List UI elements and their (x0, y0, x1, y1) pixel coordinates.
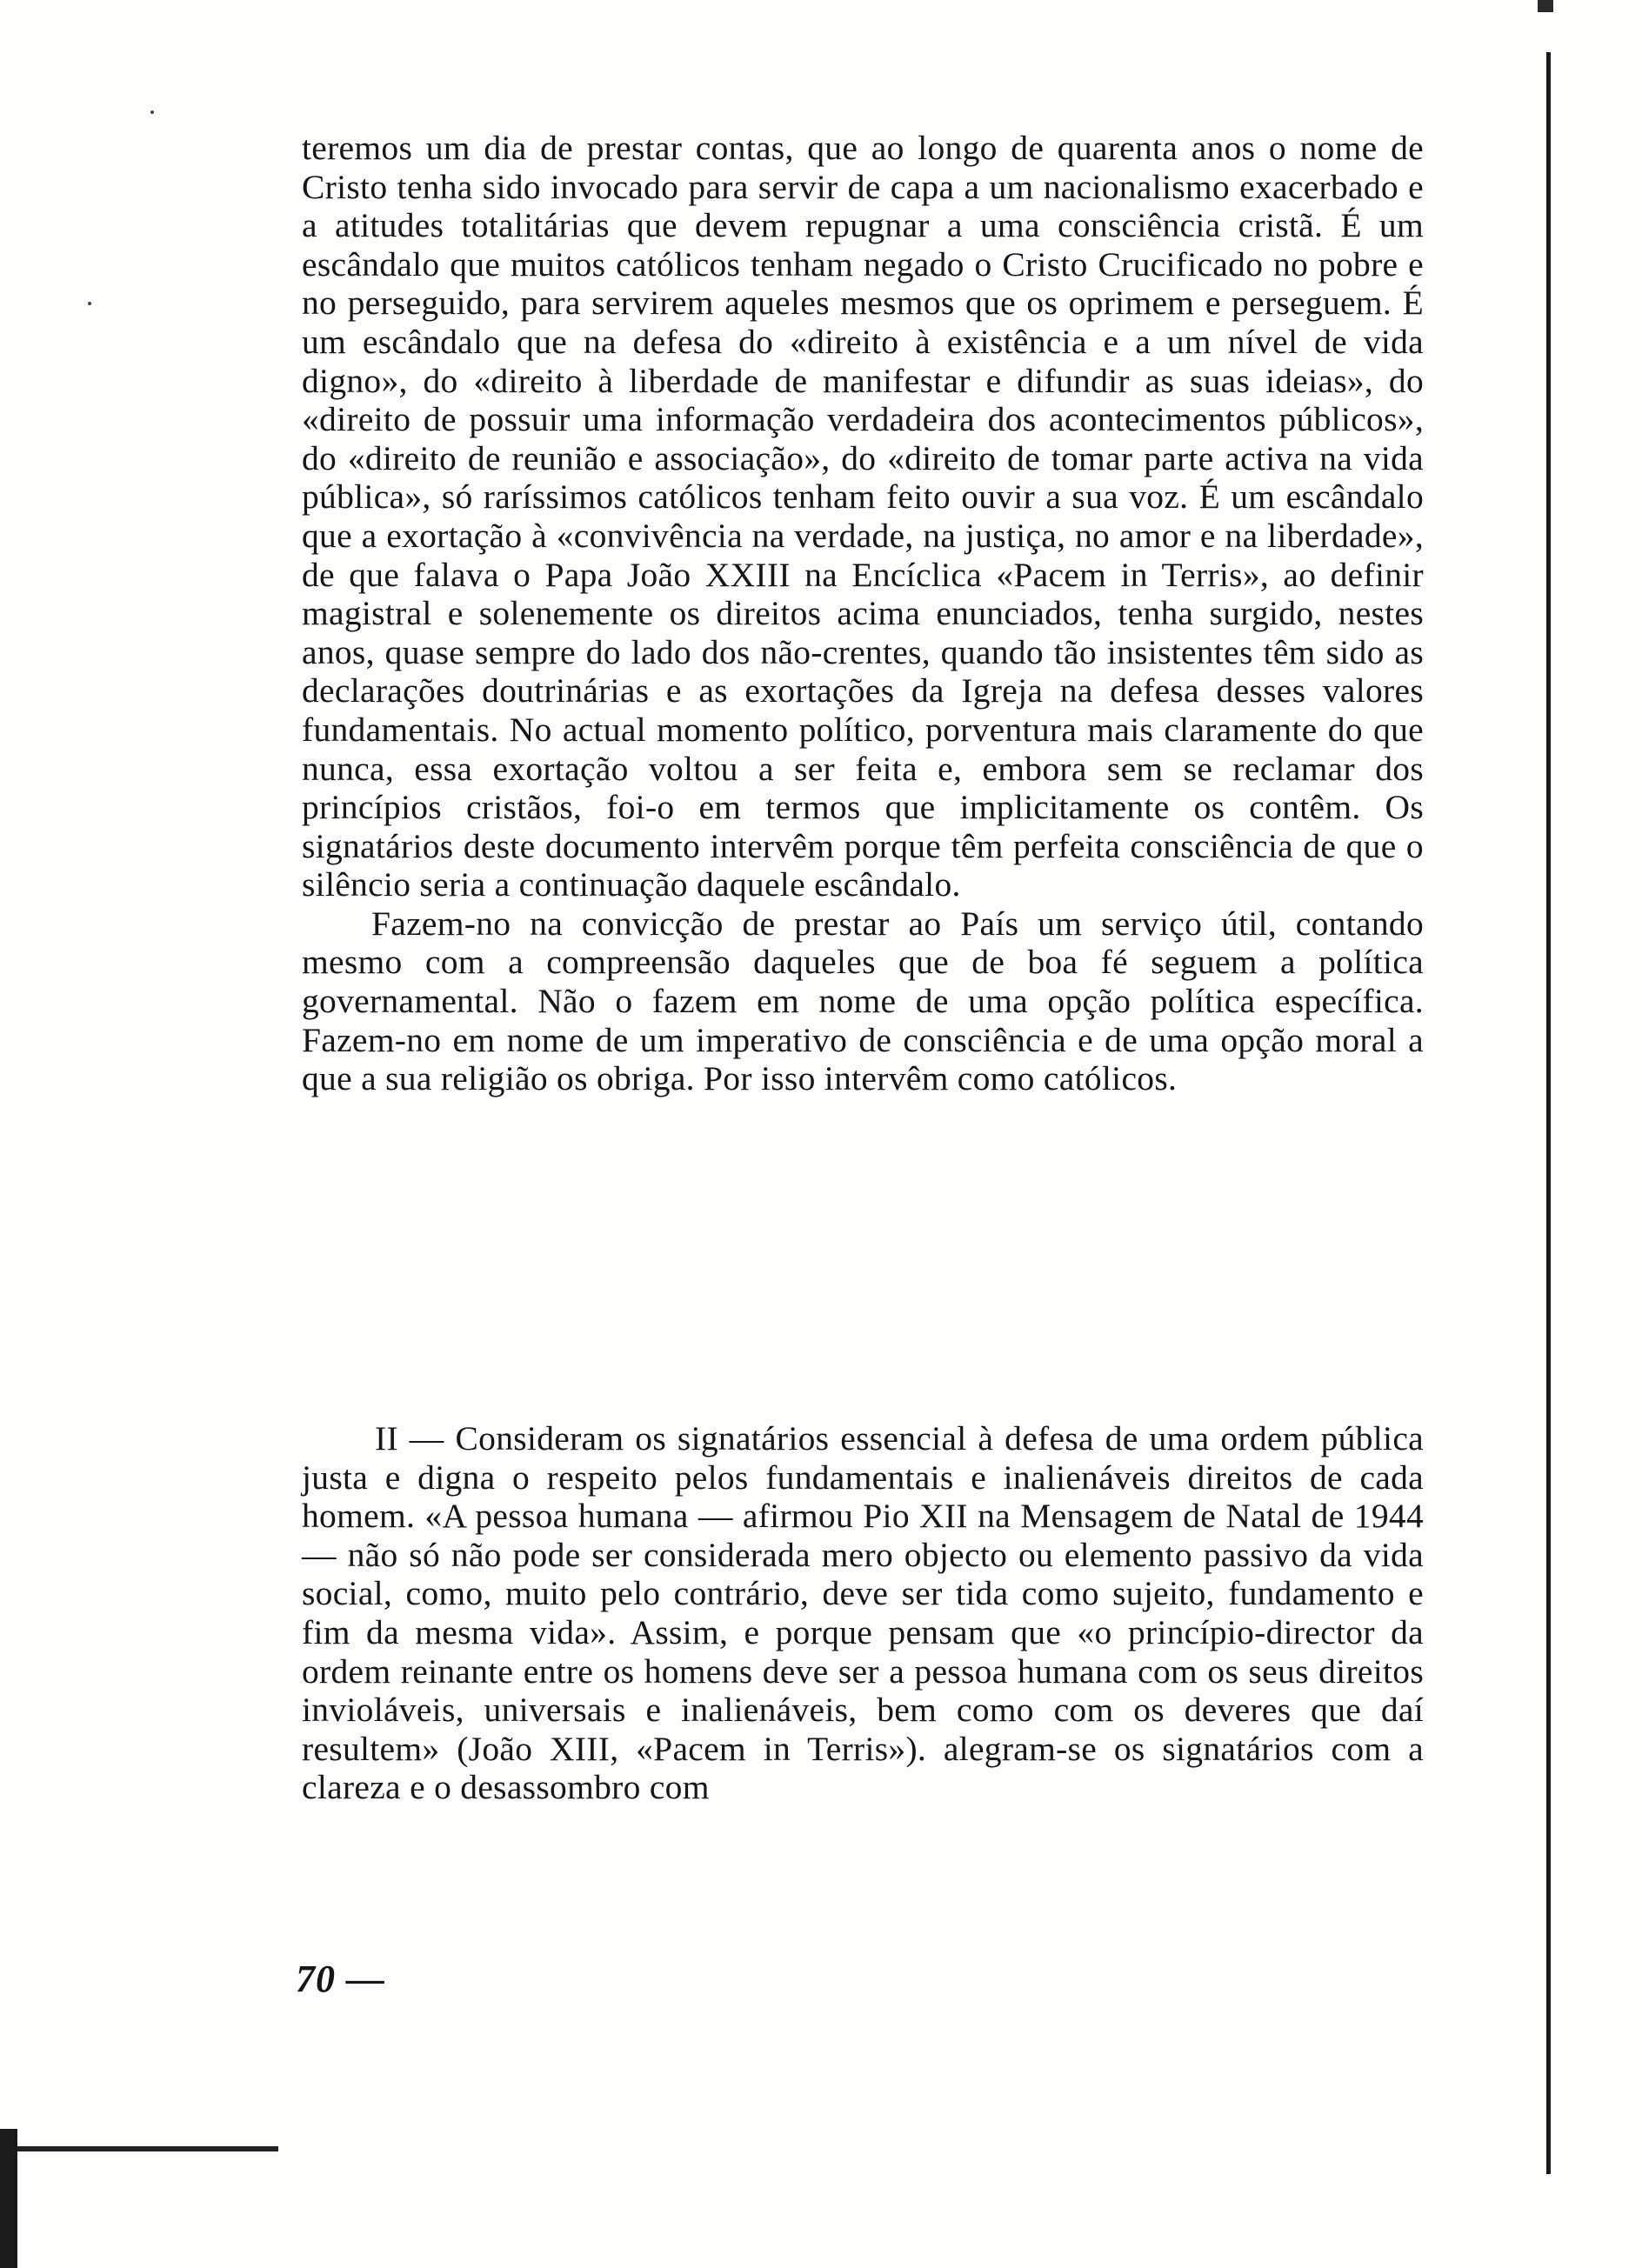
paragraph-fazem-no: Fazem-no na convicção de prestar ao País um serviço útil, contando mesmo com a compreensão daqueles que de boa fé seguem a política governamental. Não o fazem em nome de uma opção política específica. Fazem-no em nome de um imperativo de consciência e de uma opção moral a que a sua religião os obriga. Por isso intervêm como católicos. (302, 904, 1424, 1098)
scan-bottom-line (17, 2146, 278, 2151)
scan-corner-shadow (0, 2129, 17, 2268)
page-number: 70 — (296, 1958, 385, 2000)
body-text-section-ii (302, 1419, 1424, 1807)
scan-speck (88, 302, 91, 305)
body-text-top (302, 129, 1424, 1098)
page-edge-shadow (1546, 52, 1551, 2174)
paragraph-section-ii: II — Consideram os signatários essencial à defesa de uma ordem pública justa e digna o respeito pelos fundamentais e inalienáveis direitos de cada homem. «A pessoa humana — afirmou Pio XII na Mensagem de Natal de 1944 — não só não pode ser considerada mero objecto ou elemento passivo da vida social, como, muito pelo contrário, deve ser tida como sujeito, fundamento e fim da mesma vida». Assim, e porque pensam que «o princípio-director da ordem reinante entre os homens deve ser a pessoa humana com os seus direitos invioláveis, universais e inalienáveis, bem como com os deveres que daí resultem» (João XIII, «Pacem in Terris»). alegram-se os signatários com a clareza e o desassombro com (302, 1419, 1424, 1807)
paragraph-continuation: teremos um dia de prestar contas, que ao longo de quarenta anos o nome de Cristo tenha sido invocado para servir de capa a um nacionalismo exacerbado e a atitudes totalitárias que devem repugnar a uma consciência cristã. É um escândalo que muitos católicos tenham negado o Cristo Crucificado no pobre e no perseguido, para servirem aqueles mesmos que os oprimem e perseguem. É um escândalo que na defesa do «direito à existência e a um nível de vida digno», do «direito à liberdade de manifestar e difundir as suas ideias», do «direito de possuir uma informação verdadeira dos acontecimentos públicos», do «direito de reunião e associação», do «direito de tomar parte activa na vida pública», só raríssimos católicos tenham feito ouvir a sua voz. É um escândalo que a exortação à «convivência na verdade, na justiça, no amor e na liberdade», de que falava o Papa João XXIII na Encíclica «Pacem in Terris», ao definir magistral e solenemente os direitos acima enunciados, tenha surgido, nestes anos, quase sempre do lado dos não-crentes, quando tão insistentes têm sido as declarações doutrinárias e as exortações da Igreja na defesa desses valores fundamentais. No actual momento político, porventura mais claramente do que nunca, essa exortação voltou a ser feita e, embora sem se reclamar dos princípios cristãos, foi-o em termos que implicitamente os contêm. Os signatários deste documento intervêm porque têm perfeita consciência de que o silêncio seria a continuação daquele escândalo. (302, 129, 1424, 904)
scan-speck (150, 110, 154, 114)
scan-edge-top (1538, 0, 1553, 12)
